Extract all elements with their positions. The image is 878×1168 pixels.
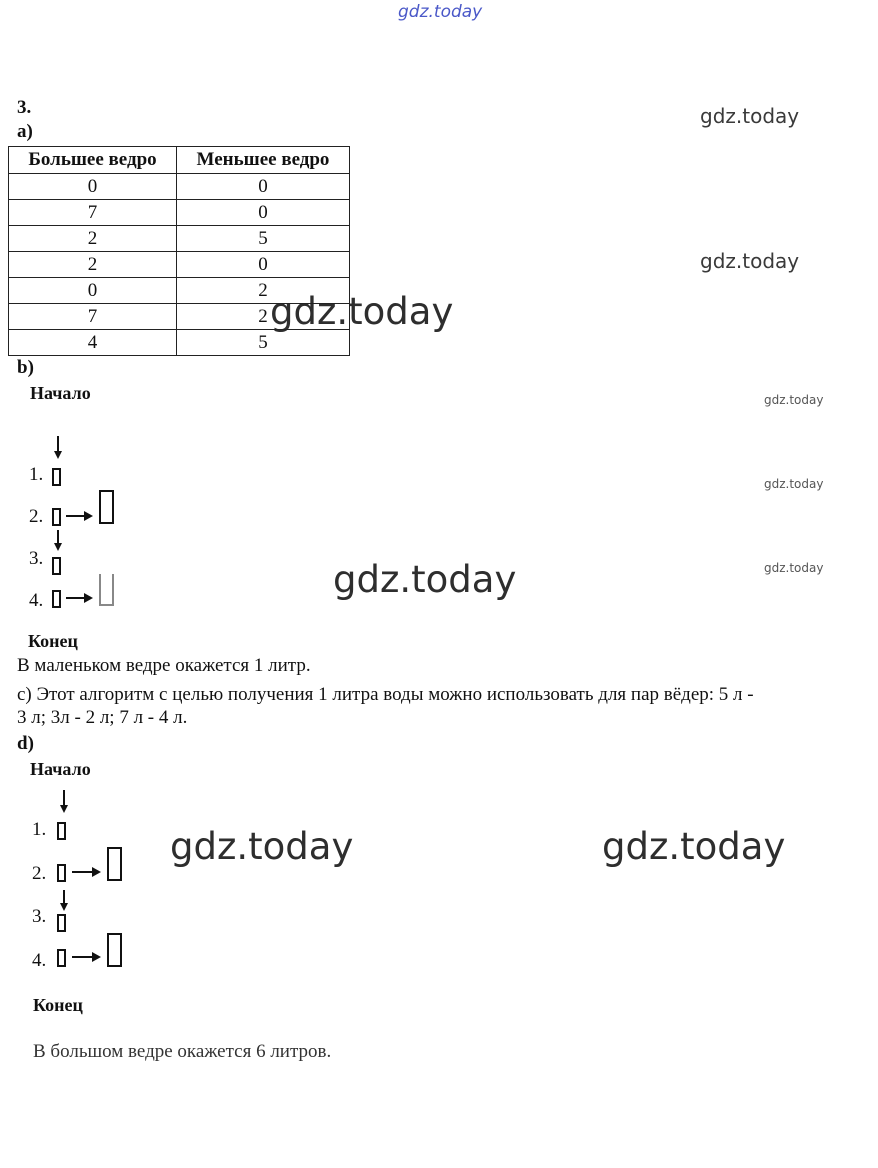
buckets-table xyxy=(8,146,350,356)
cell: 4 xyxy=(9,330,177,356)
small-bucket-icon xyxy=(52,468,61,486)
table-row xyxy=(9,200,350,226)
table-row xyxy=(9,304,350,330)
down-arrow-shaft xyxy=(57,436,59,452)
result-d: В большом ведре окажется 6 литров. xyxy=(33,1041,332,1062)
step-number: 1. xyxy=(32,819,47,840)
cell: 2 xyxy=(177,304,350,330)
step-number: 2. xyxy=(32,863,47,884)
column-header: Большее ведро xyxy=(9,147,177,174)
cell: 0 xyxy=(9,174,177,200)
down-arrow-shaft xyxy=(57,530,59,544)
watermark: gdz.today xyxy=(700,104,800,128)
small-bucket-icon xyxy=(57,822,66,840)
cell: 0 xyxy=(177,252,350,278)
small-bucket-icon xyxy=(57,864,66,882)
right-arrow-head xyxy=(92,867,101,877)
down-arrow-head xyxy=(60,903,68,911)
large-bucket-icon xyxy=(107,847,122,881)
small-bucket-icon xyxy=(57,949,66,967)
part-c-line2: 3 л; 3л - 2 л; 7 л - 4 л. xyxy=(17,707,188,728)
small-bucket-icon xyxy=(52,508,61,526)
step-number: 4. xyxy=(32,950,47,971)
table-row xyxy=(9,226,350,252)
cell: 0 xyxy=(9,278,177,304)
watermark: gdz.today xyxy=(602,825,786,868)
table-row xyxy=(9,330,350,356)
large-bucket-icon xyxy=(99,574,114,606)
watermark: gdz.today xyxy=(333,558,517,601)
down-arrow-head xyxy=(60,805,68,813)
watermark: gdz.today xyxy=(764,561,824,575)
right-arrow-head xyxy=(92,952,101,962)
part-c-line1: c) Этот алгоритм с целью получения 1 литра воды можно использовать для пар вёдер: 5 л - xyxy=(17,684,754,705)
right-arrow-shaft xyxy=(66,597,84,599)
right-arrow-shaft xyxy=(72,871,92,873)
result-b: В маленьком ведре окажется 1 литр. xyxy=(17,655,311,676)
part-a-label: a) xyxy=(17,121,33,142)
cell: 5 xyxy=(177,226,350,252)
part-d-label: d) xyxy=(17,733,34,754)
large-bucket-icon xyxy=(99,490,114,524)
small-bucket-icon xyxy=(52,590,61,608)
down-arrow-shaft xyxy=(63,890,65,904)
watermark: gdz.today xyxy=(764,477,824,491)
small-bucket-icon xyxy=(52,557,61,575)
table-row xyxy=(9,252,350,278)
column-header: Меньшее ведро xyxy=(177,147,350,174)
right-arrow-shaft xyxy=(66,515,84,517)
cell: 2 xyxy=(9,252,177,278)
end-label: Конец xyxy=(33,995,83,1015)
cell: 5 xyxy=(177,330,350,356)
table-header-row xyxy=(9,147,350,174)
step-number: 3. xyxy=(29,548,44,569)
cell: 7 xyxy=(9,304,177,330)
watermark: gdz.today xyxy=(700,249,800,273)
step-number: 3. xyxy=(32,906,47,927)
right-arrow-head xyxy=(84,593,93,603)
step-number: 1. xyxy=(29,464,44,485)
cell: 0 xyxy=(177,174,350,200)
step-number: 4. xyxy=(29,590,44,611)
table-row xyxy=(9,174,350,200)
down-arrow-shaft xyxy=(63,790,65,806)
watermark: gdz.today xyxy=(764,393,824,407)
down-arrow-head xyxy=(54,451,62,459)
table-row xyxy=(9,278,350,304)
cell: 2 xyxy=(177,278,350,304)
task-number: 3. xyxy=(17,97,32,118)
cell: 7 xyxy=(9,200,177,226)
large-bucket-icon xyxy=(107,933,122,967)
start-label: Начало xyxy=(30,759,91,779)
watermark-top: gdz.today xyxy=(398,2,483,22)
end-label: Конец xyxy=(28,631,78,651)
watermark: gdz.today xyxy=(170,825,354,868)
right-arrow-head xyxy=(84,511,93,521)
step-number: 2. xyxy=(29,506,44,527)
cell: 0 xyxy=(177,200,350,226)
start-label: Начало xyxy=(30,383,91,403)
right-arrow-shaft xyxy=(72,956,92,958)
cell: 2 xyxy=(9,226,177,252)
part-b-label: b) xyxy=(17,357,34,378)
watermark: gdz.today xyxy=(270,290,454,333)
down-arrow-head xyxy=(54,543,62,551)
small-bucket-icon xyxy=(57,914,66,932)
